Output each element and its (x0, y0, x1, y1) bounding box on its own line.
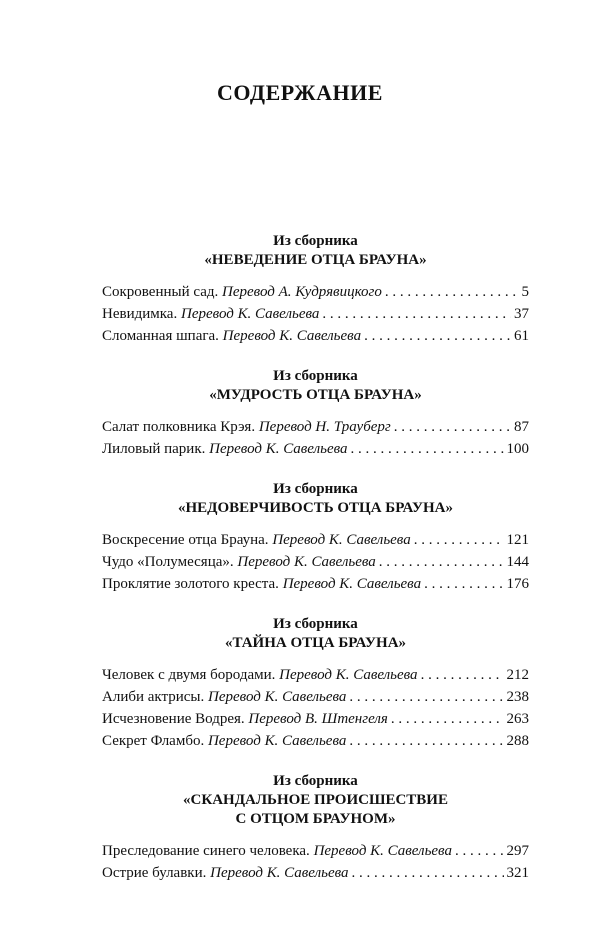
story-title: Проклятие золотого креста. (102, 576, 279, 592)
page-number: 263 (506, 711, 529, 727)
toc-section (102, 480, 529, 595)
page-number: 212 (506, 667, 529, 683)
entry-title (102, 840, 452, 862)
entry-title (102, 303, 319, 325)
entry-title (102, 325, 361, 347)
toc-entry (102, 664, 529, 686)
toc-entry (102, 325, 529, 347)
collection-title: «СКАНДАЛЬНОЕ ПРОИСШЕСТВИЕ (183, 792, 448, 808)
table-of-contents (102, 232, 529, 904)
story-title: Секрет Фламбо. (102, 733, 205, 749)
section-prefix: Из сборника (273, 233, 358, 249)
entry-title (102, 281, 382, 303)
page-number: 144 (506, 554, 529, 570)
story-title: Алиби актрисы. (102, 689, 205, 705)
page-number: 238 (506, 689, 529, 705)
collection-title: «НЕДОВЕРЧИВОСТЬ ОТЦА БРАУНА» (178, 500, 453, 516)
translator-credit: Перевод А. Кудрявицкого (222, 284, 382, 300)
section-prefix: Из сборника (273, 481, 358, 497)
entry-title (102, 573, 421, 595)
story-title: Исчезновение Водрея. (102, 711, 245, 727)
story-title: Сломанная шпага. (102, 328, 219, 344)
collection-title: «МУДРОСТЬ ОТЦА БРАУНА» (209, 387, 422, 403)
translator-credit: Перевод Н. Трауберг (258, 419, 391, 435)
story-title: Чудо «Полумесяца». (102, 554, 234, 570)
entry-title (102, 862, 349, 884)
dot-leader (424, 573, 503, 595)
entry-title (102, 686, 346, 708)
story-title: Воскресение отца Брауна. (102, 532, 269, 548)
dot-leader (455, 840, 504, 862)
toc-entry (102, 686, 529, 708)
dot-leader (349, 686, 503, 708)
page-number: 100 (506, 441, 529, 457)
toc-entry (102, 281, 529, 303)
entry-title (102, 730, 346, 752)
section-prefix: Из сборника (273, 616, 358, 632)
section-prefix: Из сборника (273, 773, 358, 789)
page-number: 297 (506, 843, 529, 859)
section-prefix: Из сборника (273, 368, 358, 384)
page-number: 288 (506, 733, 529, 749)
page-number: 37 (514, 306, 529, 322)
entry-title (102, 708, 388, 730)
toc-entry (102, 551, 529, 573)
translator-credit: Перевод К. Савельева (210, 865, 349, 881)
toc-section (102, 232, 529, 347)
section-heading (102, 480, 529, 518)
toc-entry (102, 573, 529, 595)
section-heading (102, 615, 529, 653)
page-number: 5 (521, 284, 529, 300)
dot-leader (349, 730, 503, 752)
story-title: Салат полковника Крэя. (102, 419, 256, 435)
page-number: 61 (514, 328, 529, 344)
translator-credit: Перевод К. Савельева (282, 576, 422, 592)
translator-credit: Перевод К. Савельева (209, 441, 348, 457)
dot-leader (394, 416, 511, 438)
toc-entry (102, 840, 529, 862)
story-title: Невидимка. (102, 306, 178, 322)
entry-title (102, 551, 376, 573)
entry-title (102, 416, 391, 438)
collection-title: «НЕВЕДЕНИЕ ОТЦА БРАУНА» (204, 252, 427, 268)
dot-leader (352, 862, 504, 884)
translator-credit: Перевод К. Савельева (279, 667, 418, 683)
dot-leader (379, 551, 504, 573)
page-number: 87 (514, 419, 529, 435)
translator-credit: Перевод К. Савельева (222, 328, 362, 344)
collection-title: С ОТЦОМ БРАУНОМ» (235, 811, 396, 827)
toc-entry (102, 708, 529, 730)
page-number: 321 (506, 865, 529, 881)
translator-credit: Перевод В. Штенгеля (248, 711, 388, 727)
toc-section (102, 615, 529, 752)
entry-title (102, 529, 411, 551)
translator-credit: Перевод К. Савельева (272, 532, 411, 548)
toc-entry (102, 862, 529, 884)
collection-title: «ТАЙНА ОТЦА БРАУНА» (224, 635, 407, 651)
story-title: Лиловый парик. (102, 441, 206, 457)
translator-credit: Перевод К. Савельева (208, 689, 347, 705)
page-number: 176 (506, 576, 529, 592)
dot-leader (385, 281, 519, 303)
entry-title (102, 664, 418, 686)
translator-credit: Перевод К. Савельева (313, 843, 452, 859)
story-title: Преследование синего человека. (102, 843, 310, 859)
toc-section (102, 772, 529, 884)
dot-leader (421, 664, 504, 686)
translator-credit: Перевод К. Савельева (237, 554, 376, 570)
dot-leader (322, 303, 511, 325)
toc-entry (102, 730, 529, 752)
dot-leader (351, 438, 504, 460)
toc-entry (102, 438, 529, 460)
translator-credit: Перевод К. Савельева (180, 306, 320, 322)
section-heading (102, 367, 529, 405)
page-title: СОДЕРЖАНИЕ (217, 80, 383, 105)
section-heading (102, 772, 529, 829)
section-heading (102, 232, 529, 270)
page-number: 121 (506, 532, 529, 548)
translator-credit: Перевод К. Савельева (207, 733, 347, 749)
entry-title (102, 438, 348, 460)
toc-entry (102, 303, 529, 325)
story-title: Острие булавки. (102, 865, 207, 881)
toc-entry (102, 416, 529, 438)
dot-leader (414, 529, 504, 551)
dot-leader (364, 325, 511, 347)
toc-entry (102, 529, 529, 551)
toc-section (102, 367, 529, 460)
story-title: Человек с двумя бородами. (102, 667, 276, 683)
dot-leader (391, 708, 504, 730)
story-title: Сокровенный сад. (102, 284, 219, 300)
